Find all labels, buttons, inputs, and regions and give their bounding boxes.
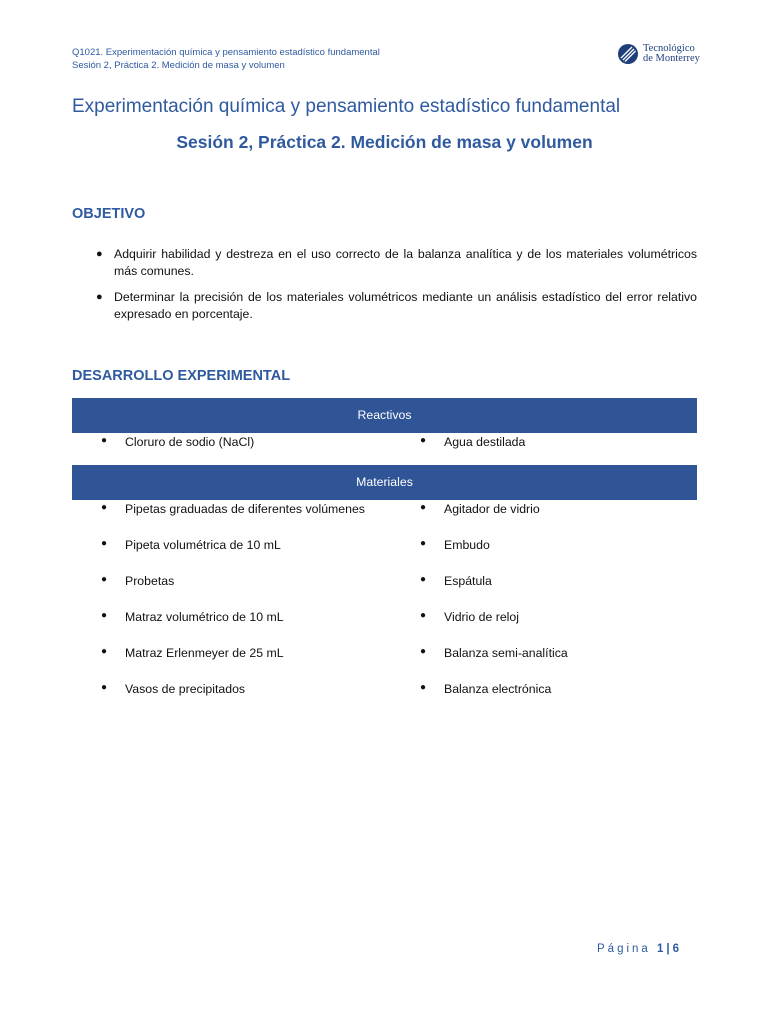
bullet-icon: ● bbox=[420, 538, 427, 549]
logo-line-1: Tecnológico bbox=[643, 42, 695, 54]
page-label: Página bbox=[597, 943, 651, 955]
reactivos-header: Reactivos bbox=[72, 398, 697, 433]
bullet-icon: ● bbox=[420, 646, 427, 657]
table-cell bbox=[392, 680, 697, 716]
table-cell bbox=[392, 644, 697, 680]
table-row bbox=[72, 572, 697, 608]
page-number bbox=[597, 943, 679, 955]
running-header-session: Sesión 2, Práctica 2. Medición de masa y volumen bbox=[72, 60, 285, 71]
material-item: Vasos de precipitados bbox=[125, 682, 246, 696]
bullet-icon: ● bbox=[101, 435, 108, 446]
objetivo-item-text: Determinar la precisión de los materiales volumétricos mediante un análisis estadístico del error relativo expresado en porcentaje. bbox=[114, 290, 697, 321]
material-item: Probetas bbox=[125, 574, 175, 588]
table-row bbox=[72, 500, 697, 536]
material-item: Espátula bbox=[444, 574, 492, 588]
table-row bbox=[72, 680, 697, 716]
bullet-icon: ● bbox=[420, 502, 427, 513]
table-cell bbox=[72, 644, 392, 680]
table-cell bbox=[72, 536, 392, 572]
document-title: Experimentación química y pensamiento estadístico fundamental bbox=[72, 96, 621, 117]
table-cell bbox=[392, 572, 697, 608]
desarrollo-heading: DESARROLLO EXPERIMENTAL bbox=[72, 368, 291, 384]
table-cell bbox=[392, 433, 697, 465]
table-cell bbox=[392, 536, 697, 572]
bullet-icon: ● bbox=[420, 610, 427, 621]
bullet-icon: ● bbox=[101, 646, 108, 657]
table-cell bbox=[72, 433, 392, 465]
table-cell bbox=[72, 608, 392, 644]
materials-table bbox=[72, 398, 697, 716]
page-separator: | bbox=[666, 943, 670, 955]
bullet-icon: ● bbox=[101, 574, 108, 585]
material-item: Vidrio de reloj bbox=[444, 610, 519, 624]
material-item: Pipetas graduadas de diferentes volúmenes bbox=[125, 502, 365, 516]
objetivo-item bbox=[96, 246, 697, 280]
reactivo-item: Agua destilada bbox=[444, 435, 526, 449]
tec-logo-text bbox=[643, 44, 700, 65]
bullet-icon: ● bbox=[420, 574, 427, 585]
bullet-icon: ● bbox=[96, 291, 103, 303]
table-cell bbox=[72, 572, 392, 608]
table-row bbox=[72, 608, 697, 644]
objetivo-item bbox=[96, 289, 697, 323]
objetivo-heading: OBJETIVO bbox=[72, 206, 146, 222]
page-total: 6 bbox=[672, 943, 680, 955]
materiales-header: Materiales bbox=[72, 465, 697, 500]
table-cell bbox=[72, 680, 392, 716]
running-header-course: Q1021. Experimentación química y pensamiento estadístico fundamental bbox=[72, 47, 380, 58]
logo-line-2: de Monterrey bbox=[643, 53, 700, 64]
material-item: Pipeta volumétrica de 10 mL bbox=[125, 538, 281, 552]
table-row bbox=[72, 433, 697, 465]
reactivo-item: Cloruro de sodio (NaCl) bbox=[125, 435, 255, 449]
material-item: Agitador de vidrio bbox=[444, 502, 540, 516]
material-item: Balanza electrónica bbox=[444, 682, 552, 696]
material-item: Matraz Erlenmeyer de 25 mL bbox=[125, 646, 284, 660]
table-cell bbox=[72, 500, 392, 536]
table-cell bbox=[392, 500, 697, 536]
table-cell bbox=[392, 608, 697, 644]
bullet-icon: ● bbox=[101, 502, 108, 513]
page-current: 1 bbox=[657, 943, 664, 955]
objetivo-item-text: Adquirir habilidad y destreza en el uso correcto de la balanza analítica y de los materiales volumétricos más comunes. bbox=[114, 247, 697, 278]
bullet-icon: ● bbox=[420, 435, 427, 446]
objetivo-list bbox=[96, 246, 697, 332]
bullet-icon: ● bbox=[101, 610, 108, 621]
material-item: Balanza semi-analítica bbox=[444, 646, 568, 660]
material-item: Matraz volumétrico de 10 mL bbox=[125, 610, 284, 624]
bullet-icon: ● bbox=[101, 682, 108, 693]
tec-logo-icon bbox=[617, 43, 639, 65]
running-header bbox=[72, 46, 380, 72]
tec-logo bbox=[617, 41, 707, 67]
material-item: Embudo bbox=[444, 538, 490, 552]
bullet-icon: ● bbox=[101, 538, 108, 549]
table-row bbox=[72, 644, 697, 680]
document-subtitle: Sesión 2, Práctica 2. Medición de masa y volumen bbox=[176, 132, 593, 152]
bullet-icon: ● bbox=[96, 248, 103, 260]
table-row bbox=[72, 536, 697, 572]
bullet-icon: ● bbox=[420, 682, 427, 693]
